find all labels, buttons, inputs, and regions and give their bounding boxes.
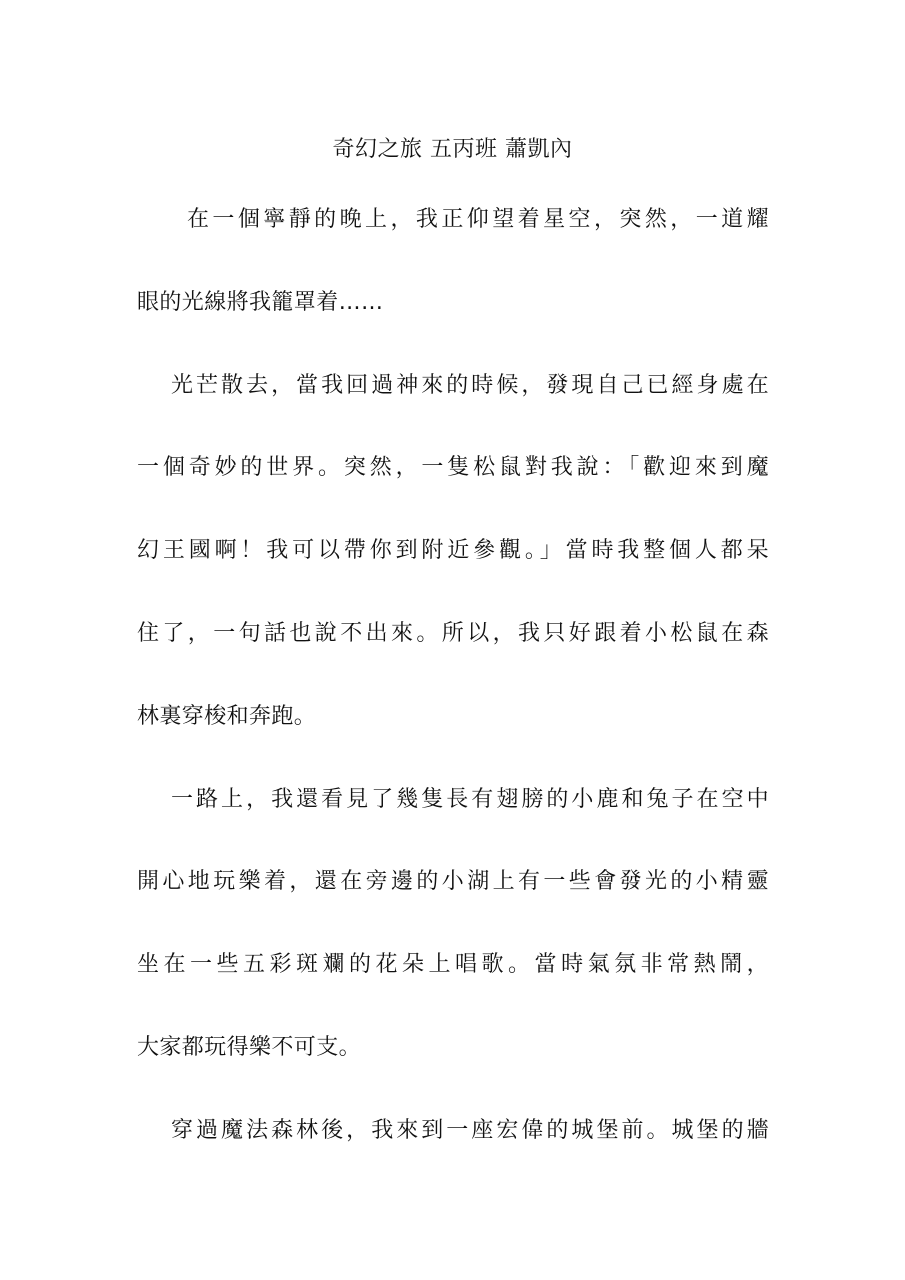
paragraph-2-line-4: 住了，一句話也說不出來。所以，我只好跟着小松鼠在森 <box>137 620 769 646</box>
document-title: 奇幻之旅 五丙班 蕭凱內 <box>332 137 573 162</box>
paragraph-1-line-1: 在一個寧靜的晚上，我正仰望着星空，突然，一道耀 <box>187 207 769 232</box>
paragraph-2-line-5: 林裏穿梭和奔跑。 <box>137 703 317 729</box>
paragraph-3-line-1: 一路上，我還看見了幾隻長有翅膀的小鹿和兔子在空中 <box>171 786 769 812</box>
paragraph-3-line-4: 大家都玩得樂不可支。 <box>137 1034 362 1060</box>
paragraph-2-line-2: 一個奇妙的世界。突然，一隻松鼠對我說：「歡迎來到魔 <box>137 455 769 481</box>
paragraph-2-line-3: 幻王國啊！我可以帶你到附近參觀。」當時我整個人都呆 <box>137 538 769 564</box>
paragraph-3-line-2: 開心地玩樂着，還在旁邊的小湖上有一些會發光的小精靈 <box>137 869 769 895</box>
paragraph-1-line-2: 眼的光線將我籠罩着…… <box>137 289 384 315</box>
paragraph-3-line-3: 坐在一些五彩斑斕的花朵上唱歌。當時氣氛非常熱鬧， <box>137 952 769 978</box>
paragraph-2-line-1: 光芒散去，當我回過神來的時候，發現自己已經身處在 <box>171 372 769 398</box>
paragraph-4-line-1: 穿過魔法森林後，我來到一座宏偉的城堡前。城堡的牆 <box>171 1117 769 1143</box>
document-body <box>137 198 769 1192</box>
